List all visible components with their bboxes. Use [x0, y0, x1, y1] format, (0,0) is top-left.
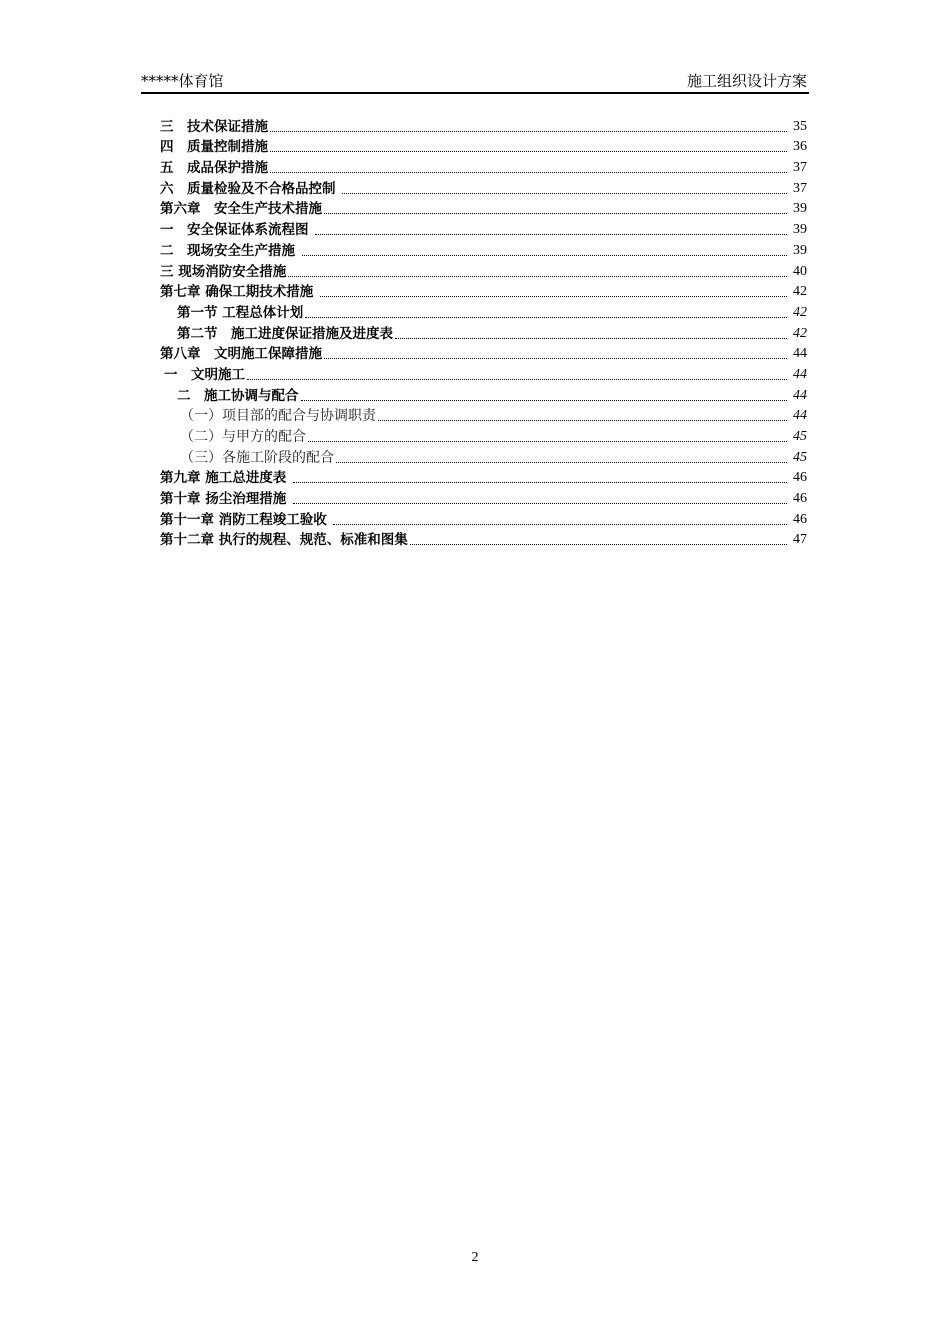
toc-dot-leader [288, 276, 787, 277]
toc-entry[interactable] [160, 302, 807, 323]
toc-entry-page: 44 [793, 387, 807, 403]
page-number: 2 [471, 1250, 479, 1265]
toc-entry-page: 46 [793, 491, 807, 507]
toc-dot-leader [308, 441, 787, 442]
toc-entry-label: （二）与甲方的配合 [180, 429, 306, 445]
toc-entry-page: 47 [793, 532, 807, 548]
toc-entry[interactable] [160, 509, 807, 530]
toc-entry-label: （三）各施工阶段的配合 [180, 449, 334, 466]
toc-entry-page: 39 [793, 222, 807, 238]
toc-entry-label: 六 质量检验及不合格品控制 [160, 180, 341, 197]
toc-dot-leader [324, 213, 787, 214]
toc-entry-label: 第八章 文明施工保障措施 [160, 346, 322, 363]
toc-entry[interactable] [160, 468, 807, 489]
toc-dot-leader [336, 462, 787, 463]
toc-entry-page: 44 [793, 346, 807, 362]
toc-entry-label: 第七章 确保工期技术措施 [160, 284, 318, 301]
toc-entry-page: 37 [793, 160, 807, 176]
toc-entry-label: 三 技术保证措施 [160, 118, 268, 135]
toc-entry[interactable] [160, 157, 807, 178]
toc-entry[interactable] [160, 344, 807, 365]
toc-dot-leader [270, 172, 787, 173]
toc-entry-page: 39 [793, 201, 807, 217]
toc-entry[interactable] [160, 364, 807, 385]
toc-entry-label: 五 成品保护措施 [160, 160, 268, 177]
toc-entry-page: 46 [793, 470, 807, 486]
toc-entry[interactable] [160, 447, 807, 468]
toc-entry-page: 42 [793, 325, 807, 341]
toc-entry[interactable] [160, 240, 807, 261]
toc-entry-page: 46 [793, 511, 807, 527]
toc-dot-leader [395, 338, 787, 339]
toc-entry-page: 44 [793, 408, 807, 424]
toc-dot-leader [247, 379, 787, 380]
toc-dot-leader [333, 524, 787, 525]
toc-entry[interactable] [160, 406, 807, 427]
toc-entry-label: 第二节 施工进度保证措施及进度表 [177, 325, 393, 342]
toc-entry-label: 第一节 工程总体计划 [177, 304, 304, 321]
toc-entry-label: 一 文明施工 [164, 366, 245, 383]
toc-dot-leader [301, 400, 788, 401]
toc-entry-page: 40 [793, 263, 807, 279]
toc-entry[interactable] [160, 261, 807, 282]
header-document-title: 施工组织设计方案 [686, 72, 807, 90]
toc-dot-leader [342, 193, 787, 194]
toc-entry-page: 44 [793, 366, 807, 382]
toc-dot-leader [410, 544, 787, 545]
toc-entry-label: 第六章 安全生产技术措施 [160, 201, 322, 218]
toc-entry-page: 35 [793, 118, 807, 134]
toc-entry[interactable] [160, 199, 807, 220]
toc-entry[interactable] [160, 137, 807, 158]
toc-entry[interactable] [160, 282, 807, 303]
toc-entry[interactable] [160, 426, 807, 447]
toc-entry-label: 二 现场安全生产措施 [160, 242, 300, 259]
header-project-name: *****体育馆 [141, 72, 224, 90]
toc-entry[interactable] [160, 488, 807, 509]
toc-entry[interactable] [160, 323, 807, 344]
toc-entry-label: 第十章 扬尘治理措施 [160, 491, 291, 508]
toc-dot-leader [315, 234, 787, 235]
toc-entry-page: 42 [793, 284, 807, 300]
toc-entry-label: 二 施工协调与配合 [177, 387, 299, 404]
table-of-contents [160, 116, 807, 550]
toc-dot-leader [305, 317, 787, 318]
toc-entry[interactable] [160, 116, 807, 137]
toc-entry[interactable] [160, 219, 807, 240]
toc-dot-leader [293, 482, 787, 483]
toc-entry-page: 36 [793, 139, 807, 155]
toc-entry-page: 39 [793, 242, 807, 258]
page-header [141, 70, 809, 92]
toc-entry-label: 四 质量控制措施 [160, 139, 268, 156]
toc-entry-page: 37 [793, 180, 807, 196]
toc-entry[interactable] [160, 530, 807, 551]
toc-dot-leader [324, 358, 787, 359]
toc-dot-leader [270, 151, 787, 152]
header-rule [141, 92, 809, 94]
toc-entry-label: （一）项目部的配合与协调职责 [180, 408, 376, 425]
toc-entry-page: 42 [793, 304, 807, 320]
toc-dot-leader [320, 296, 787, 297]
toc-entry-label: 三 现场消防安全措施 [160, 263, 287, 280]
toc-entry[interactable] [160, 178, 807, 199]
toc-entry-page: 45 [793, 449, 807, 465]
toc-dot-leader [302, 255, 787, 256]
toc-dot-leader [293, 503, 787, 504]
toc-entry-label: 第九章 施工总进度表 [160, 470, 291, 487]
toc-entry-label: 一 安全保证体系流程图 [160, 222, 314, 239]
toc-entry[interactable] [160, 385, 807, 406]
toc-entry-page: 45 [793, 429, 807, 444]
toc-dot-leader [378, 420, 787, 421]
toc-entry-label: 第十一章 消防工程竣工验收 [160, 511, 332, 528]
toc-dot-leader [270, 131, 787, 132]
toc-entry-label: 第十二章 执行的规程、规范、标准和图集 [160, 532, 408, 549]
